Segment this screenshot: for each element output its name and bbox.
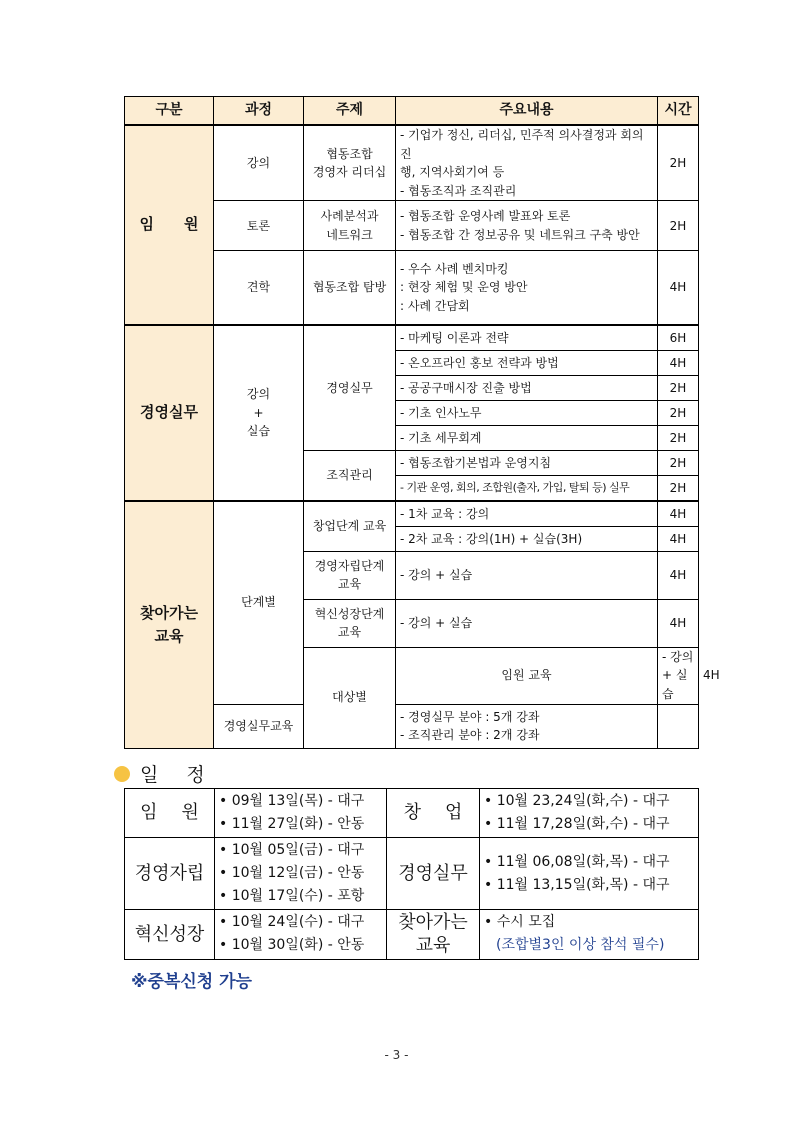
course-cell: 단계별	[214, 501, 304, 704]
schedule-label-practice: 경영실무	[387, 838, 480, 910]
time-cell: 2H	[658, 450, 699, 475]
header-category: 구분	[125, 97, 214, 126]
curriculum-table	[124, 96, 720, 749]
content-cell: - 협동조합 운영사례 발표와 토론 - 협동조합 간 정보공유 및 네트워크 구축 방안	[396, 201, 658, 251]
topic-cell: 창업단계 교육	[304, 501, 396, 552]
content-cell: - 2차 교육 : 강의(1H) + 실습(3H)	[396, 526, 658, 551]
category-practice: 경영실무	[125, 325, 214, 501]
header-time: 시간	[658, 97, 699, 126]
topic-cell: 임원 교육	[396, 647, 658, 704]
time-cell: 2H	[658, 201, 699, 251]
content-cell: - 기업가 정신, 리더십, 민주적 의사결정과 회의 진 행, 지역사회기여 등 - 협동조직과 조직관리	[396, 125, 658, 201]
schedule-label-startup: 창 업	[387, 789, 480, 838]
schedule-table	[124, 788, 699, 960]
topic-cell: 경영실무교육	[214, 704, 304, 748]
category-officer: 임 원	[125, 125, 214, 325]
table-row	[125, 325, 699, 351]
schedule-row	[125, 838, 699, 910]
schedule-heading	[114, 760, 207, 787]
content-cell: - 기관 운영, 회의, 조합원(출자, 가입, 탈퇴 등) 실무	[396, 475, 658, 501]
content-cell: - 마케팅 이론과 전략	[396, 325, 658, 351]
content-cell: - 공공구매시장 진출 방법	[396, 375, 658, 400]
schedule-dates-innov: • 10월 24일(수) - 대구 • 10월 30일(화) - 안동	[215, 910, 387, 960]
topic-cell: 협동조합 탐방	[304, 251, 396, 325]
table-row	[125, 125, 699, 201]
content-cell: - 기초 세무회계	[396, 425, 658, 450]
schedule-label-officer: 임 원	[125, 789, 215, 838]
content-cell: - 강의 + 실습	[396, 551, 658, 599]
content-cell: - 강의 + 실습	[658, 647, 699, 704]
content-cell: - 우수 사례 벤치마킹 : 현장 체험 및 운영 방안 : 사례 간담회	[396, 251, 658, 325]
attendance-note: (조합별3인 이상 참석 필수)	[496, 937, 665, 954]
page-number: - 3 -	[384, 1048, 409, 1062]
content-cell: - 1차 교육 : 강의	[396, 501, 658, 527]
schedule-row	[125, 910, 699, 960]
schedule-label-innov: 혁신성장	[125, 910, 215, 960]
content-cell: - 온오프라인 홍보 전략과 방법	[396, 350, 658, 375]
schedule-dates-visiting: • 수시 모집 (조합별3인 이상 참석 필수)	[480, 910, 699, 960]
topic-cell: 협동조합 경영자 리더십	[304, 125, 396, 201]
table-row: 대상별 임원 교육 - 강의 + 실습 4H	[125, 647, 699, 704]
content-cell: - 경영실무 분야 : 5개 강좌 - 조직관리 분야 : 2개 강좌	[396, 704, 658, 748]
content-cell: - 협동조합기본법과 운영지침	[396, 450, 658, 475]
topic-cell: 경영자립단계 교육	[304, 551, 396, 599]
schedule-label-indep: 경영자립	[125, 838, 215, 910]
time-cell	[658, 704, 699, 748]
time-cell: 2H	[658, 400, 699, 425]
time-cell: 4H	[658, 501, 699, 527]
course-cell: 강의 + 실습	[214, 325, 304, 501]
header-content: 주요내용	[396, 97, 658, 126]
time-cell: 6H	[658, 325, 699, 351]
table-row	[125, 501, 699, 527]
time-cell: 4H	[658, 251, 699, 325]
time-cell: 2H	[658, 475, 699, 501]
schedule-dates-indep: • 10월 05일(금) - 대구 • 10월 12일(금) - 안동 • 10월 17일(수) - 포항	[215, 838, 387, 910]
curriculum-header-row	[125, 97, 699, 126]
header-course: 과정	[214, 97, 304, 126]
course-cell: 토론	[214, 201, 304, 251]
topic-cell: 조직관리	[304, 450, 396, 501]
content-cell: - 강의 + 실습	[396, 599, 658, 647]
bullet-circle-icon	[114, 766, 130, 782]
schedule-row	[125, 789, 699, 838]
topic-cell: 혁신성장단계 교육	[304, 599, 396, 647]
header-topic: 주제	[304, 97, 396, 126]
schedule-dates-practice: • 11월 06,08일(화,목) - 대구 • 11월 13,15일(화,목) - 대구	[480, 838, 699, 910]
course-cell: 대상별	[304, 647, 396, 748]
time-cell: 4H	[658, 350, 699, 375]
schedule-label-visiting: 찾아가는 교육	[387, 910, 480, 960]
schedule-dates-officer: • 09월 13일(목) - 대구 • 11월 27일(화) - 안동	[215, 789, 387, 838]
category-visiting: 찾아가는 교육	[125, 501, 214, 748]
schedule-dates-startup: • 10월 23,24일(화,수) - 대구 • 11월 17,28일(화,수) - 대구	[480, 789, 699, 838]
schedule-title: 일 정	[140, 764, 207, 786]
topic-cell: 사례분석과 네트워크	[304, 201, 396, 251]
time-cell: 4H	[658, 526, 699, 551]
topic-cell: 경영실무	[304, 325, 396, 451]
time-cell: 4H	[658, 551, 699, 599]
course-cell: 견학	[214, 251, 304, 325]
duplicate-note: ※중복신청 가능	[131, 972, 252, 992]
time-cell: 2H	[658, 125, 699, 201]
time-cell: 2H	[658, 425, 699, 450]
time-cell: 4H	[658, 599, 699, 647]
time-cell: 2H	[658, 375, 699, 400]
content-cell: - 기초 인사노무	[396, 400, 658, 425]
course-cell: 강의	[214, 125, 304, 201]
